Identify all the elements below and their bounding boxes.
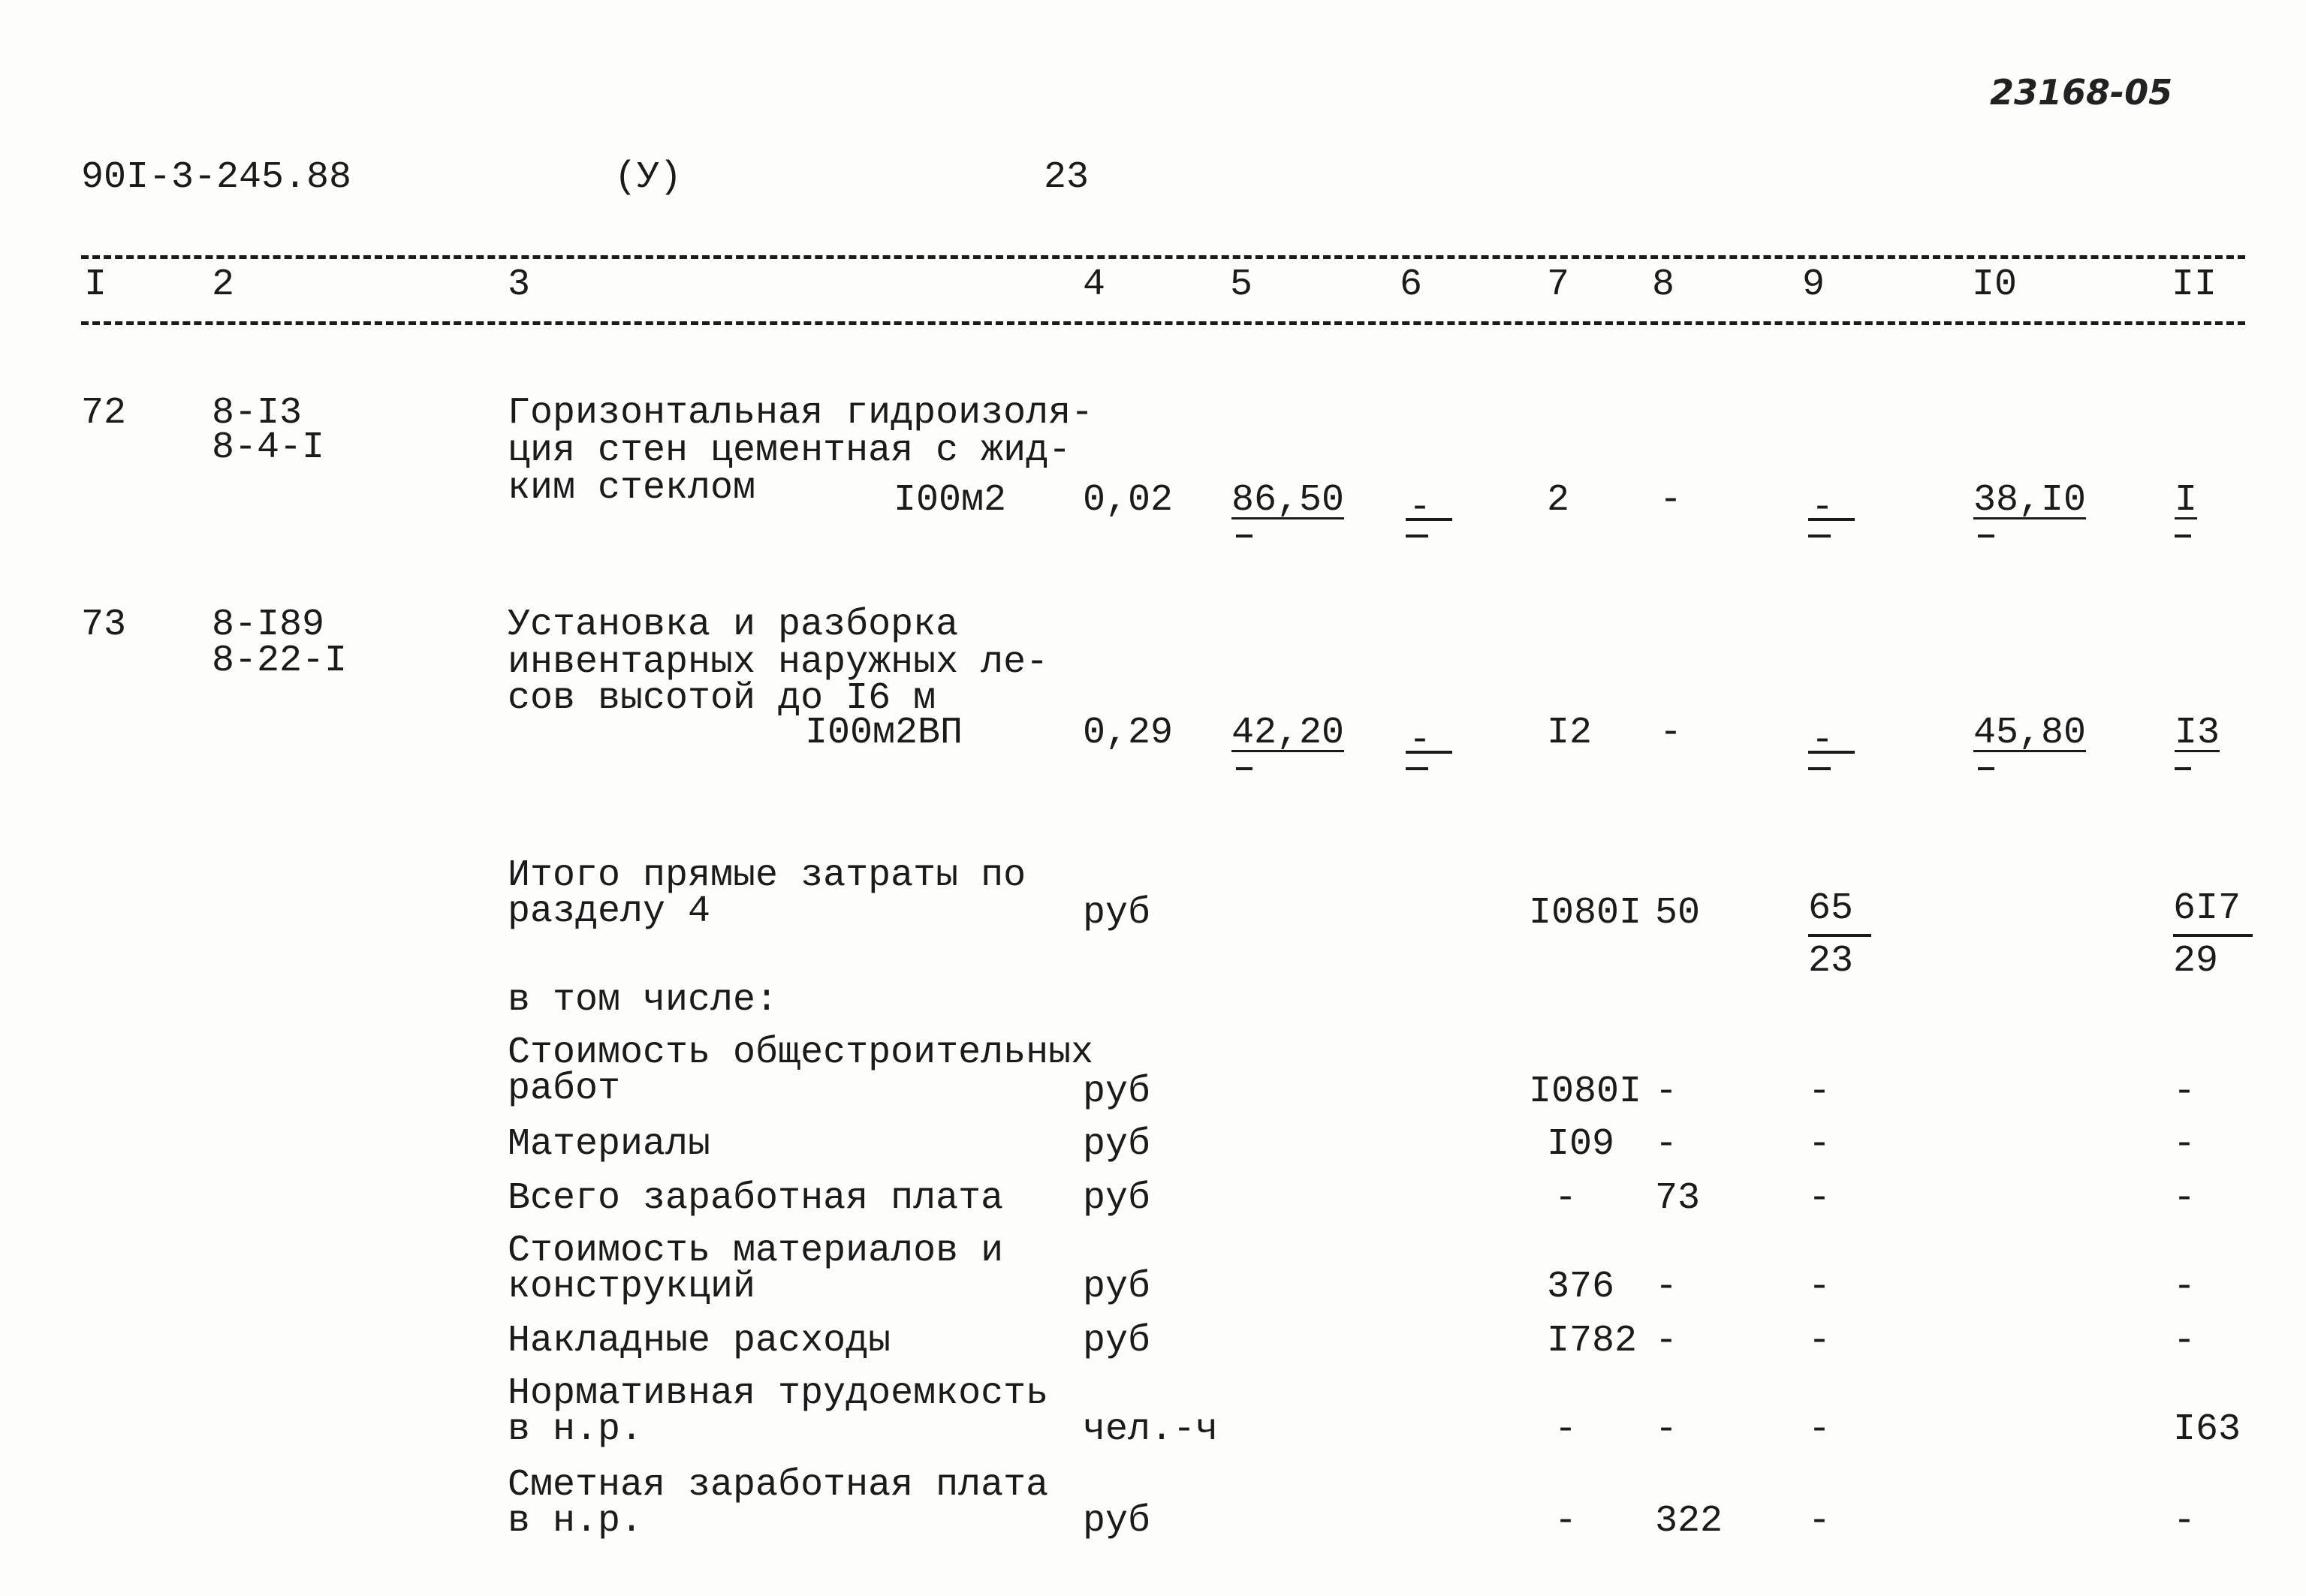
- item-col-7: 376: [1547, 1266, 1615, 1308]
- double-rule: [1808, 751, 1855, 754]
- col-7-value: I2: [1547, 712, 1593, 754]
- sub-dash: [2175, 767, 2191, 770]
- col-header-4: 4: [1083, 263, 1106, 306]
- item-col-11: -: [2173, 1071, 2196, 1113]
- item-label: Стоимость общестроительных: [508, 1031, 1094, 1074]
- work-description: Установка и разборка: [508, 604, 959, 646]
- row-number: 73: [81, 604, 127, 646]
- total-col-11-fraction: [2173, 887, 2253, 983]
- work-description: ция стен цементная с жид-: [508, 429, 1072, 472]
- col-header-7: 7: [1547, 263, 1570, 306]
- item-col-9: -: [1808, 1177, 1831, 1220]
- item-unit: руб: [1083, 1320, 1151, 1363]
- item-col-11: -: [2173, 1123, 2196, 1166]
- item-col-9: -: [1808, 1500, 1831, 1543]
- work-description: Горизонтальная гидроизоля-: [508, 392, 1094, 435]
- col-header-11: II: [2172, 263, 2217, 306]
- item-label: Материалы: [508, 1123, 711, 1166]
- item-col-9: -: [1808, 1071, 1831, 1113]
- item-col-11: I63: [2173, 1408, 2241, 1451]
- item-unit: руб: [1083, 1500, 1151, 1543]
- item-col-7: I080I: [1529, 1071, 1642, 1113]
- fraction-denominator: 23: [1808, 940, 1854, 983]
- item-col-9: -: [1808, 1320, 1831, 1363]
- col-10-value: 38,I0: [1973, 479, 2087, 522]
- col-header-6: 6: [1400, 263, 1423, 306]
- col-6-value: -: [1409, 719, 1432, 762]
- page-number: 23: [1044, 156, 1090, 199]
- document-mark: (У): [614, 156, 683, 199]
- col-header-2: 2: [212, 263, 235, 306]
- item-col-8: 73: [1655, 1177, 1701, 1220]
- unit-cost: 86,50: [1231, 479, 1345, 522]
- item-col-7: -: [1554, 1177, 1578, 1220]
- col-header-8: 8: [1652, 263, 1675, 306]
- item-col-7: I782: [1547, 1320, 1638, 1363]
- measure-unit: I00м2: [894, 479, 1007, 522]
- col-9-value: -: [1811, 486, 1834, 529]
- norm-code: 8-I89: [212, 604, 325, 646]
- work-description: сов высотой до I6 м: [508, 677, 936, 720]
- item-unit: чел.-ч: [1083, 1408, 1219, 1451]
- col-9-value: -: [1811, 719, 1834, 762]
- item-col-11: -: [2173, 1500, 2196, 1543]
- item-label: в н.р.: [508, 1408, 644, 1451]
- col-8-value: -: [1659, 479, 1683, 522]
- item-unit: руб: [1083, 1071, 1151, 1113]
- unit-cost: 42,20: [1231, 712, 1345, 754]
- item-label: Стоимость материалов и: [508, 1230, 1004, 1272]
- item-unit: руб: [1083, 1123, 1151, 1166]
- item-col-11: -: [2173, 1177, 2196, 1220]
- item-col-8: -: [1655, 1408, 1678, 1451]
- item-label: Всего заработная плата: [508, 1177, 1004, 1220]
- col-7-value: 2: [1547, 479, 1570, 522]
- double-rule: [1406, 518, 1452, 521]
- col-10-value: 45,80: [1973, 712, 2087, 754]
- col-header-5: 5: [1230, 263, 1253, 306]
- item-label: Нормативная трудоемкость: [508, 1372, 1049, 1415]
- col-11-value: I: [2175, 479, 2198, 522]
- measure-unit: I00м2ВП: [805, 712, 963, 754]
- col-header-1: I: [84, 263, 107, 306]
- item-label: Накладные расходы: [508, 1320, 891, 1363]
- total-label: Итого прямые затраты по: [508, 854, 1026, 897]
- norm-code: 8-4-I: [212, 426, 325, 469]
- item-label: Сметная заработная плата: [508, 1464, 1049, 1507]
- header-rule-top: [81, 255, 2245, 259]
- col-11-value: I3: [2175, 712, 2220, 754]
- sub-dash: [1406, 767, 1428, 770]
- col-8-value: -: [1659, 712, 1683, 754]
- item-col-7: -: [1554, 1500, 1578, 1543]
- sub-dash: [1978, 767, 1994, 770]
- double-rule: [1808, 518, 1855, 521]
- item-col-8: -: [1655, 1071, 1678, 1113]
- item-col-8: -: [1655, 1266, 1678, 1308]
- work-description: ким стеклом: [508, 467, 756, 510]
- sub-dash: [1808, 535, 1831, 538]
- item-label: в н.р.: [508, 1500, 644, 1543]
- norm-code: 8-I3: [212, 392, 303, 435]
- item-col-9: -: [1808, 1408, 1831, 1451]
- item-unit: руб: [1083, 1266, 1151, 1308]
- fraction-numerator: 6I7: [2173, 890, 2253, 937]
- item-col-8: -: [1655, 1320, 1678, 1363]
- total-unit: руб: [1083, 892, 1151, 935]
- item-label: конструкций: [508, 1266, 756, 1308]
- fraction-denominator: 29: [2173, 940, 2219, 983]
- header-rule-bottom: [81, 321, 2245, 325]
- item-label: работ: [508, 1068, 621, 1110]
- row-number: 72: [81, 392, 127, 435]
- sub-dash: [1236, 535, 1252, 538]
- double-rule: [1406, 751, 1452, 754]
- total-col-9-fraction: [1808, 887, 1871, 983]
- quantity: 0,02: [1083, 479, 1174, 522]
- work-description: инвентарных наружных ле-: [508, 641, 1049, 684]
- sub-dash: [1978, 535, 1994, 538]
- item-col-7: I09: [1547, 1123, 1615, 1166]
- item-col-11: -: [2173, 1266, 2196, 1308]
- sub-dash: [1236, 767, 1252, 770]
- item-unit: руб: [1083, 1177, 1151, 1220]
- handwritten-stamp: 23168-05: [1990, 72, 2173, 113]
- total-label: разделу 4: [508, 890, 711, 933]
- item-col-8: -: [1655, 1123, 1678, 1166]
- item-col-8: 322: [1655, 1500, 1723, 1543]
- item-col-9: -: [1808, 1266, 1831, 1308]
- norm-code: 8-22-I: [212, 640, 348, 682]
- sub-dash: [1406, 535, 1428, 538]
- fraction-numerator: 65: [1808, 890, 1871, 937]
- sub-dash: [2175, 535, 2191, 538]
- document-code: 90I-3-245.88: [81, 156, 352, 199]
- total-col-7: I080I: [1529, 892, 1642, 935]
- quantity: 0,29: [1083, 712, 1174, 754]
- sub-dash: [1808, 767, 1831, 770]
- item-col-11: -: [2173, 1320, 2196, 1363]
- including-label: в том числе:: [508, 979, 779, 1022]
- col-6-value: -: [1409, 486, 1432, 529]
- total-col-8: 50: [1655, 892, 1701, 935]
- col-header-9: 9: [1802, 263, 1825, 306]
- col-header-3: 3: [508, 263, 531, 306]
- item-col-9: -: [1808, 1123, 1831, 1166]
- col-header-10: I0: [1972, 263, 2018, 306]
- item-col-7: -: [1554, 1408, 1578, 1451]
